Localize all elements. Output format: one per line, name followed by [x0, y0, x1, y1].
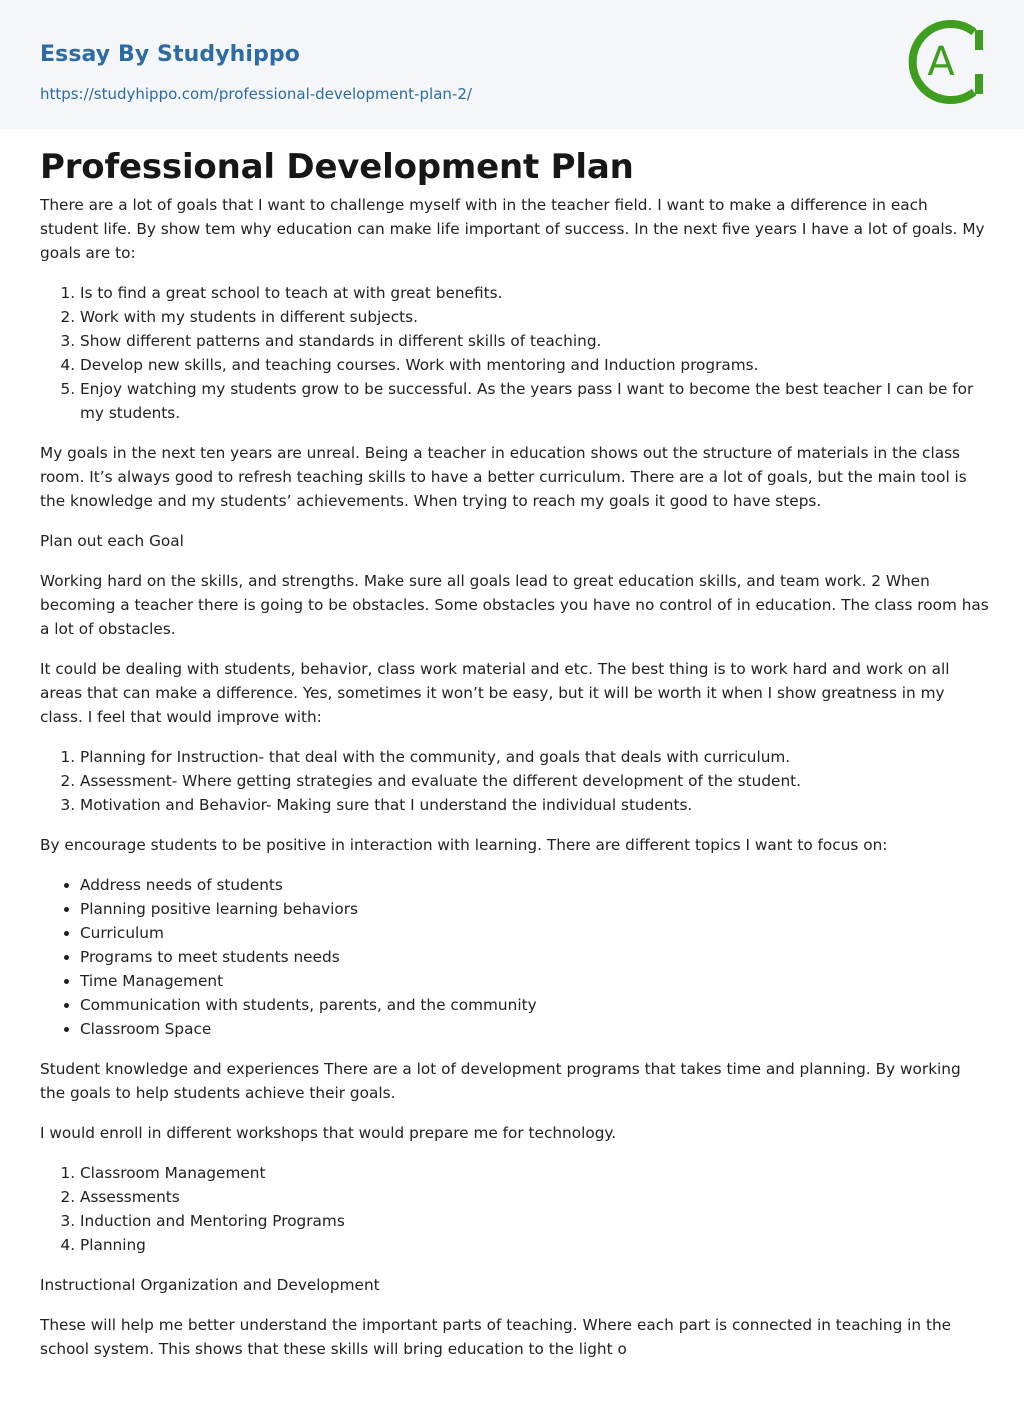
list-item: 3. Motivation and Behavior- Making sure that I understand the individual students.: [80, 793, 990, 817]
paragraph: These will help me better understand the important parts of teaching. Where each part is connected in teaching in the school system. This shows that these skills will bring education to the light o: [40, 1316, 952, 1359]
paragraph: My goals in the next ten years are unreal. Being a teacher in education shows out the structure of materials in the class room. It’s always good to refresh teaching skills to have a better curriculum. There are a lot of goals, but the main tool is the knowledge and my students’ achievements. When trying to reach my goals it good to have steps.: [40, 444, 967, 511]
paragraph: By encourage students to be positive in interaction with learning. There are different topics I want to focus on:: [40, 836, 888, 855]
list-item: 1. Classroom Management: [80, 1161, 990, 1185]
list-item: 3. Induction and Mentoring Programs: [80, 1209, 990, 1233]
list-item: • Programs to meet students needs: [80, 945, 990, 969]
list-item: 5. Enjoy watching my students grow to be successful. As the years pass I want to become the best teacher I can be for my students.: [80, 377, 990, 425]
paragraph: It could be dealing with students, behavior, class work material and etc. The best thing is to work hard and work on all areas that can make a difference. Yes, sometimes it won’t be easy, but it will be worth it when I show greatness in my class. I feel that would improve with:: [40, 660, 950, 727]
brand-title[interactable]: Essay By Studyhippo: [40, 42, 300, 67]
list-item: • Communication with students, parents, and the community: [80, 993, 990, 1017]
list-item: 4. Develop new skills, and teaching courses. Work with mentoring and Induction programs.: [80, 353, 990, 377]
logo-letter: A: [927, 39, 955, 85]
topics-list: [40, 873, 990, 1041]
paragraph-intro: There are a lot of goals that I want to challenge myself with in the teacher field. I want to make a difference in each student life. By show tem why education can make life important of success. In the next five years I have a lot of goals. My goals are to:: [40, 196, 985, 263]
paragraph: Student knowledge and experiences There are a lot of development programs that takes time and planning. By working the goals to help students achieve their goals.: [40, 1060, 961, 1103]
list-item: 2. Work with my students in different subjects.: [80, 305, 990, 329]
list-item: 2. Assessment- Where getting strategies and evaluate the different development of the student.: [80, 769, 990, 793]
list-item: • Time Management: [80, 969, 990, 993]
list-item: • Classroom Space: [80, 1017, 990, 1041]
list-item: 2. Assessments: [80, 1185, 990, 1209]
paragraph-subheading: Plan out each Goal: [40, 532, 184, 551]
page-title: Professional Development Plan: [40, 147, 634, 187]
list-item: • Planning positive learning behaviors: [80, 897, 990, 921]
list-item: • Curriculum: [80, 921, 990, 945]
paragraph: I would enroll in different workshops that would prepare me for technology.: [40, 1124, 617, 1143]
improvement-list: [40, 745, 990, 817]
article: [40, 129, 990, 1377]
list-item: 4. Planning: [80, 1233, 990, 1257]
paragraph: Working hard on the skills, and strengths. Make sure all goals lead to great education skills, and team work. 2 When becoming a teacher there is going to be obstacles. Some obstacles you have no control of in education. The class room has a lot of obstacles.: [40, 572, 989, 639]
list-item: 3. Show different patterns and standards in different skills of teaching.: [80, 329, 990, 353]
goals-list: [40, 281, 990, 425]
site-header: [0, 0, 1024, 129]
list-item: 1. Planning for Instruction- that deal with the community, and goals that deals with curriculum.: [80, 745, 990, 769]
studyhippo-logo-icon[interactable]: [908, 18, 988, 106]
page-url-link[interactable]: https://studyhippo.com/professional-development-plan-2/: [40, 85, 472, 103]
workshops-list: [40, 1161, 990, 1257]
list-item: • Address needs of students: [80, 873, 990, 897]
list-item: 1. Is to find a great school to teach at with great benefits.: [80, 281, 990, 305]
paragraph-subheading: Instructional Organization and Development: [40, 1276, 380, 1295]
